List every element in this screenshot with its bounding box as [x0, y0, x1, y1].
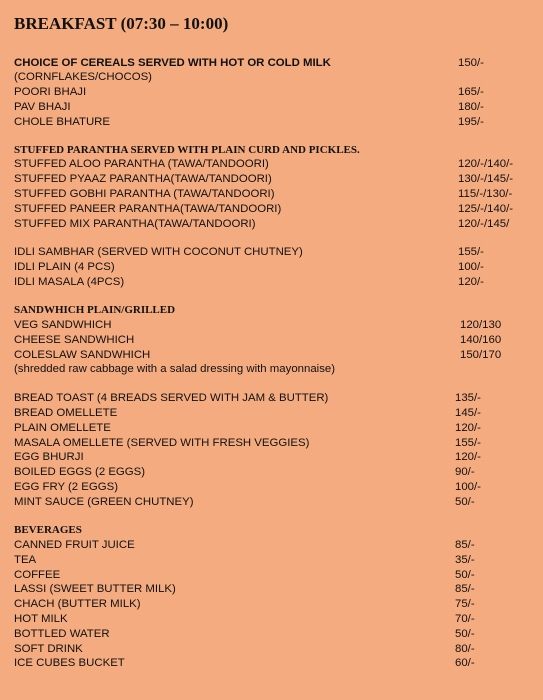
item-name: COFFEE — [14, 569, 61, 581]
item-price: 180/- — [458, 101, 484, 113]
menu-item — [14, 495, 543, 510]
menu-item — [14, 656, 543, 671]
parantha-heading: STUFFED PARANTHA SERVED WITH PLAIN CURD AND PICKLES. — [14, 144, 360, 156]
cereals-note — [14, 70, 543, 85]
item-price: 135/- — [455, 392, 481, 404]
item-name: ICE CUBES BUCKET — [14, 657, 125, 669]
item-name: STUFFED PYAAZ PARANTHA(TAWA/TANDOORI) — [14, 173, 272, 185]
item-name: STUFFED MIX PARANTHA(TAWA/TANDOORI) — [14, 218, 256, 230]
item-price: 35/- — [455, 554, 475, 566]
item-name: BREAD TOAST (4 BREADS SERVED WITH JAM & BUTTER) — [14, 392, 329, 404]
item-price: 145/- — [455, 407, 481, 419]
item-name: MINT SAUCE (GREEN CHUTNEY) — [14, 496, 194, 508]
menu-item — [14, 553, 543, 568]
menu-item — [14, 187, 543, 202]
item-name: BOILED EGGS (2 EGGS) — [14, 466, 146, 478]
item-name: PAV BHAJI — [14, 101, 71, 113]
item-name: PLAIN OMELLETE — [14, 422, 111, 434]
item-name: HOT MILK — [14, 613, 68, 625]
item-price: 85/- — [455, 539, 475, 551]
item-price: 120/- — [458, 276, 484, 288]
item-name: SOFT DRINK — [14, 643, 83, 655]
menu-item — [14, 245, 543, 260]
item-price: 70/- — [455, 613, 475, 625]
item-name: VEG SANDWHICH — [14, 319, 112, 331]
menu-item — [14, 348, 543, 363]
item-price: 130/-/145/- — [458, 173, 514, 185]
menu-item — [14, 480, 543, 495]
item-name: CHACH (BUTTER MILK) — [14, 598, 141, 610]
item-price: 60/- — [455, 657, 475, 669]
sandwich-note — [14, 362, 543, 377]
item-price: 80/- — [455, 643, 475, 655]
item-name: TEA — [14, 554, 37, 566]
item-name: LASSI (SWEET BUTTER MILK) — [14, 583, 176, 595]
item-price: 120/- — [455, 422, 481, 434]
menu-item — [14, 202, 543, 217]
item-name: CHOLE BHATURE — [14, 116, 110, 128]
item-name: CHEESE SANDWHICH — [14, 334, 135, 346]
menu-item — [14, 612, 543, 627]
menu-item — [14, 157, 543, 172]
item-price: 155/- — [458, 246, 484, 258]
menu-item — [14, 391, 543, 406]
cereals-heading-price: 150/- — [458, 57, 484, 69]
item-price: 75/- — [455, 598, 475, 610]
menu-item — [14, 642, 543, 657]
beverages-heading: BEVERAGES — [14, 524, 82, 536]
item-price: 195/- — [458, 116, 484, 128]
item-name: IDLI PLAIN (4 PCS) — [14, 261, 115, 273]
item-name: CANNED FRUIT JUICE — [14, 539, 135, 551]
sandwich-heading: SANDWHICH PLAIN/GRILLED — [14, 304, 176, 316]
item-name: STUFFED PANEER PARANTHA(TAWA/TANDOORI) — [14, 203, 282, 215]
item-price: 125/-/140/- — [458, 203, 514, 215]
item-name: BREAD OMELLETE — [14, 407, 118, 419]
menu-item — [14, 172, 543, 187]
item-price: 140/160 — [460, 334, 502, 346]
menu-item — [14, 627, 543, 642]
menu-item — [14, 318, 543, 333]
item-price: 155/- — [455, 437, 481, 449]
item-price: 120/-/140/- — [458, 158, 514, 170]
item-name: IDLI SAMBHAR (SERVED WITH COCONUT CHUTNEY) — [14, 246, 303, 258]
item-price: 100/- — [455, 481, 481, 493]
item-price: 50/- — [455, 569, 475, 581]
menu-item — [14, 568, 543, 583]
menu-item — [14, 582, 543, 597]
item-price: 50/- — [455, 628, 475, 640]
item-price: 90/- — [455, 466, 475, 478]
menu-item — [14, 260, 543, 275]
menu-item — [14, 538, 543, 553]
menu-item — [14, 115, 543, 130]
item-name: COLESLAW SANDWHICH — [14, 349, 151, 361]
cereals-heading-row — [14, 56, 543, 71]
item-price: 50/- — [455, 496, 475, 508]
cereals-note-text: (CORNFLAKES/CHOCOS) — [14, 71, 152, 83]
item-price: 85/- — [455, 583, 475, 595]
sandwich-note-text: (shredded raw cabbage with a salad dressing with mayonnaise) — [14, 363, 336, 375]
menu-item — [14, 275, 543, 290]
item-price: 120/130 — [460, 319, 502, 331]
menu-item — [14, 450, 543, 465]
item-name: IDLI MASALA (4PCS) — [14, 276, 125, 288]
menu-item — [14, 597, 543, 612]
menu-item — [14, 465, 543, 480]
menu-item — [14, 436, 543, 451]
item-price: 115/-/130/- — [458, 188, 513, 200]
item-name: MASALA OMELLETE (SERVED WITH FRESH VEGGIES) — [14, 437, 310, 449]
item-price: 165/- — [458, 86, 484, 98]
menu-item — [14, 421, 543, 436]
page-title: BREAKFAST (07:30 – 10:00) — [14, 14, 229, 33]
item-name: EGG FRY (2 EGGS) — [14, 481, 119, 493]
cereals-heading: CHOICE OF CEREALS SERVED WITH HOT OR COLD MILK — [14, 57, 331, 69]
item-price: 150/170 — [460, 349, 502, 361]
menu-item — [14, 406, 543, 421]
item-name: STUFFED ALOO PARANTHA (TAWA/TANDOORI) — [14, 158, 269, 170]
item-name: EGG BHURJI — [14, 451, 84, 463]
menu-item — [14, 85, 543, 100]
menu-item — [14, 333, 543, 348]
item-price: 100/- — [458, 261, 484, 273]
item-name: BOTTLED WATER — [14, 628, 110, 640]
menu-item — [14, 217, 543, 232]
item-name: STUFFED GOBHI PARANTHA (TAWA/TANDOORI) — [14, 188, 275, 200]
item-price: 120/-/145/ — [458, 218, 510, 230]
item-name: POORI BHAJI — [14, 86, 87, 98]
item-price: 120/- — [455, 451, 481, 463]
menu-item — [14, 100, 543, 115]
